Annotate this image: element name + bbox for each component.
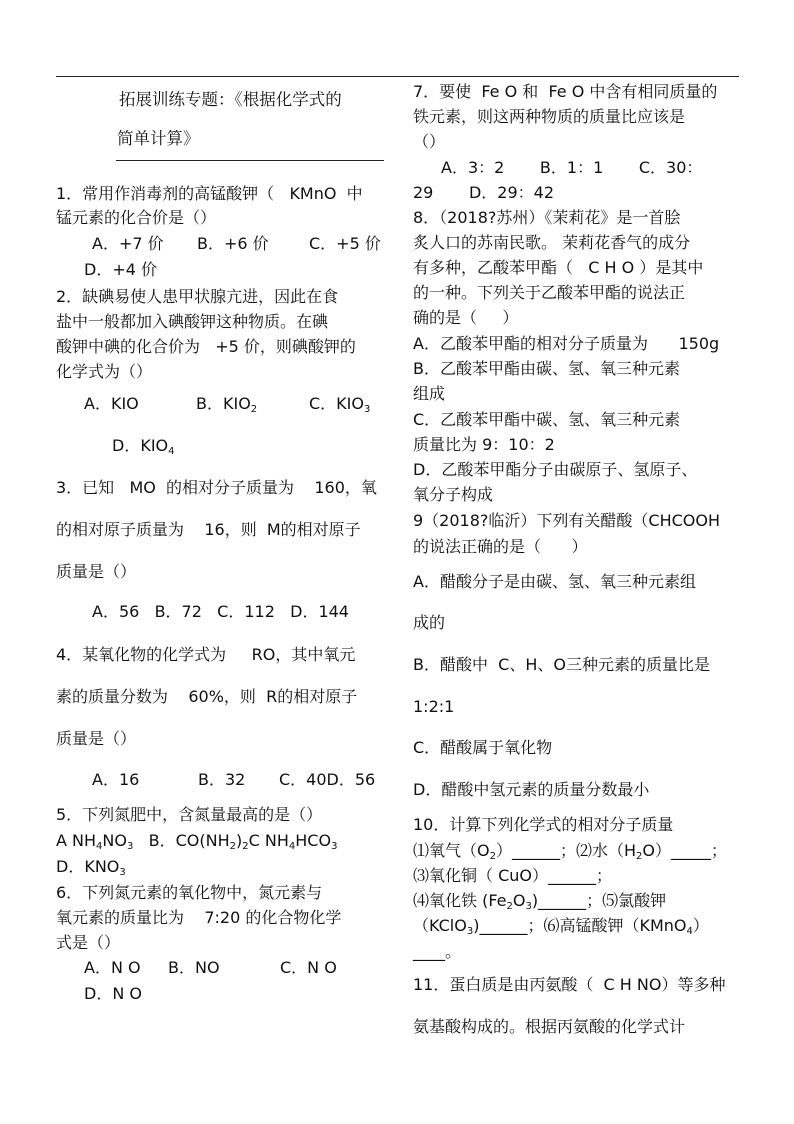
q6-option-d: D．N O bbox=[84, 984, 142, 1003]
q9-option-a-line2: 成的 bbox=[413, 613, 446, 632]
q10-parts-line2: ⑶氧化铜（ CuO）______； bbox=[413, 866, 612, 885]
q4-option-a: A．16 bbox=[92, 770, 140, 789]
q6-option-b: B．NO bbox=[168, 958, 220, 977]
q2-option-d: D．$KIO_4$ bbox=[112, 436, 175, 457]
q8-stem-line4: 的一种。下列关于乙酸苯甲酯的说法正 bbox=[413, 283, 686, 302]
q8-option-b-line2: 组成 bbox=[413, 384, 446, 403]
title-underline bbox=[116, 160, 384, 161]
q6-stem-line3: 式是（） bbox=[56, 933, 121, 952]
q3-stem-line3: 质量是（） bbox=[56, 562, 137, 581]
q6-stem-line2: 氧元素的质量比为 7:20 的化合物化学 bbox=[56, 908, 342, 927]
q2-option-b: B．$KIO_2$ bbox=[196, 394, 258, 415]
q9-option-c: C．醋酸属于氧化物 bbox=[413, 738, 553, 757]
q2-stem-line1: 2．缺碘易使人患甲状腺亢进，因此在食 bbox=[56, 287, 339, 306]
q8-stem-line3: 有多种，乙酸苯甲酯（ C H O ）是其中 bbox=[413, 258, 704, 277]
q10-parts-line4: （KClO$_3$)______；⑹高锰酸钾（KMnO$_4$） bbox=[413, 916, 709, 937]
q8-option-d-line1: D．乙酸苯甲酯分子由碳原子、氢原子、 bbox=[413, 460, 698, 479]
q1-stem-line1: 1．常用作消毒剂的高锰酸钾（ KMnO 中 bbox=[56, 184, 363, 203]
page-title-line1: 拓展训练专题：《根据化学式的 bbox=[119, 90, 342, 109]
q7-stem-line3: （） bbox=[413, 132, 446, 151]
q3-stem-line1: 3．已知 MO 的相对分子质量为 160，氧 bbox=[56, 478, 377, 497]
q3-options: A．56 B．72 C．112 D．144 bbox=[92, 602, 349, 621]
q4-option-b: B．32 bbox=[198, 770, 246, 789]
q4-option-cd: C．40D．56 bbox=[279, 770, 376, 789]
q6-option-c: C．N O bbox=[280, 958, 337, 977]
q2-stem-line4: 化学式为（） bbox=[56, 362, 153, 381]
q6-option-a: A．N O bbox=[84, 958, 141, 977]
q1-option-c: C．+5 价 bbox=[309, 234, 381, 253]
q1-option-d: D．+4 价 bbox=[84, 260, 157, 279]
q1-option-b: B．+6 价 bbox=[197, 234, 269, 253]
q2-stem-line2: 盐中一般都加入碘酸钾这种物质。在碘 bbox=[56, 312, 329, 331]
q8-stem-line2: 炙人口的苏南民歌。 茉莉花香气的成分 bbox=[413, 233, 691, 252]
q7-stem-line2: 铁元素，则这两种物质的质量比应该是 bbox=[413, 107, 686, 126]
q4-stem-line2: 素的质量分数为 60%，则 R的相对原子 bbox=[56, 687, 358, 706]
q10-stem: 10．计算下列化学式的相对分子质量 bbox=[413, 815, 674, 834]
q9-option-b-line2: 1:2:1 bbox=[413, 697, 455, 716]
q8-stem-line1: 8．（2018?苏州）《茉莉花》是一首脍 bbox=[413, 208, 681, 227]
q9-option-d: D．醋酸中氢元素的质量分数最小 bbox=[413, 780, 650, 799]
q7-options-line1: A．3：2 B．1：1 C．30： bbox=[441, 158, 703, 177]
q9-stem-line2: 的说法正确的是（ ） bbox=[413, 537, 588, 556]
q7-stem-line1: 7．要使 Fe O 和 Fe O 中含有相同质量的 bbox=[413, 82, 718, 101]
q8-option-d-line2: 氧分子构成 bbox=[413, 485, 494, 504]
q9-stem-line1: 9（2018?临沂）下列有关醋酸（CHCOOH bbox=[413, 511, 720, 530]
q1-stem-line2: 锰元素的化合价是（） bbox=[56, 208, 217, 227]
q4-stem-line1: 4．某氧化物的化学式为 RO，其中氧元 bbox=[56, 645, 356, 664]
q8-option-b-line1: B．乙酸苯甲酯由碳、氢、氧三种元素 bbox=[413, 359, 680, 378]
q2-option-c: C．$KIO_3$ bbox=[309, 394, 371, 415]
q9-option-b-line1: B．醋酸中 C、H、O三种元素的质量比是 bbox=[413, 655, 710, 674]
q11-stem-line1: 11．蛋白质是由丙氨酸（ C H NO）等多种 bbox=[413, 975, 726, 994]
page-title-line2: 简单计算》 bbox=[117, 129, 200, 148]
top-rule bbox=[56, 76, 739, 77]
q5-options-line: A $NH_4NO_3$ B．$CO(NH_2)_2C$ $NH_4HCO_3$ bbox=[56, 831, 338, 852]
q4-stem-line3: 质量是（） bbox=[56, 729, 137, 748]
q3-stem-line2: 的相对原子质量为 16，则 M的相对原子 bbox=[56, 520, 361, 539]
q10-parts-line1: ⑴氧气$(O_2)\_\_\_\_\_\_$；⑵水$(H_2O)\_\_\_\_\_$； bbox=[413, 841, 728, 862]
q2-option-a: A．KIO bbox=[84, 394, 139, 413]
q1-option-a: A．+7 价 bbox=[92, 234, 164, 253]
q2-stem-line3: 酸钾中碘的化合价为 +5 价，则碘酸钾的 bbox=[56, 337, 356, 356]
q11-stem-line2: 氨基酸构成的。根据丙氨酸的化学式计 bbox=[413, 1017, 686, 1036]
q5-option-d: D．$KNO_3$ bbox=[56, 857, 126, 878]
q6-stem-line1: 6．下列氮元素的氧化物中，氮元素与 bbox=[56, 883, 323, 902]
q7-options-line2: 29 D．29：42 bbox=[413, 183, 555, 202]
q10-tail: ____。 bbox=[413, 942, 462, 961]
q8-option-c-line1: C．乙酸苯甲酯中碳、氢、氧三种元素 bbox=[413, 410, 681, 429]
q8-option-a: A．乙酸苯甲酯的相对分子质量为 150g bbox=[413, 334, 720, 353]
q8-stem-line5: 确的是（ ） bbox=[413, 308, 519, 327]
q5-stem: 5．下列氮肥中，含氮量最高的是（） bbox=[56, 805, 323, 824]
q10-parts-line3: ⑷氧化铁 $(Fe_2O_3)\_\_\_\_\_\_$；⑸氯酸钾 bbox=[413, 891, 667, 912]
q9-option-a-line1: A．醋酸分子是由碳、氢、氧三种元素组 bbox=[413, 572, 696, 591]
q8-option-c-line2: 质量比为 9：10：2 bbox=[413, 435, 555, 454]
